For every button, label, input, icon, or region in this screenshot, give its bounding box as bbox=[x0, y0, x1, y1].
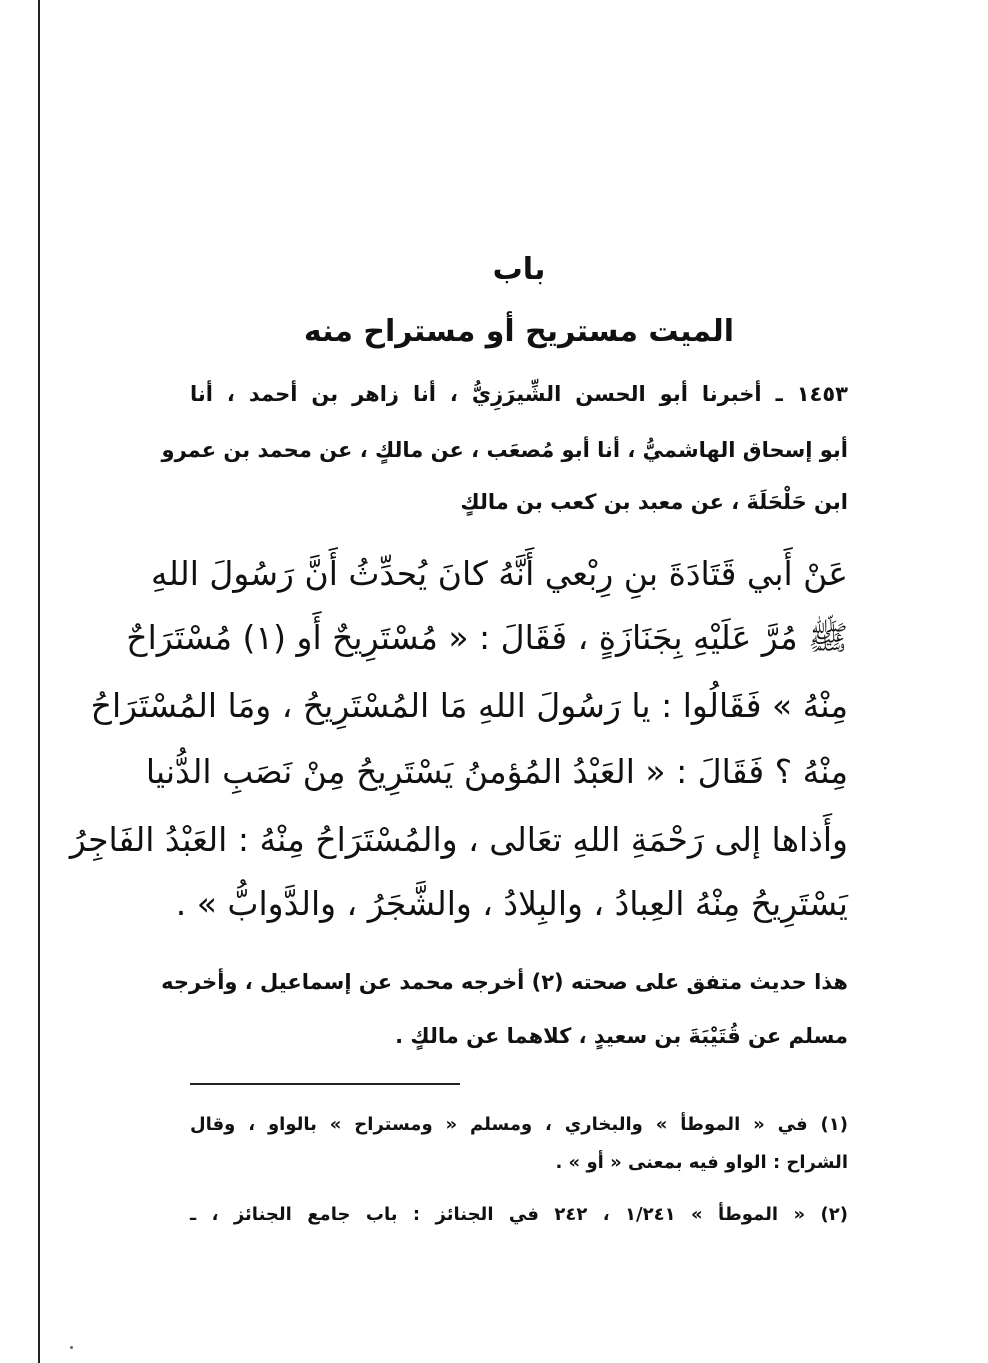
hadith-line: عَنْ أَبي قَتَادَةَ بنِ رِبْعي أَنَّهُ كانَ يُحدِّثُ أَنَّ رَسُولَ اللهِ bbox=[151, 554, 848, 593]
isnad-line: ابن حَلْحَلَةَ ، عن معبد بن كعب بن مالكٍ bbox=[460, 490, 848, 514]
chapter-label: باب bbox=[492, 252, 546, 287]
commentary-line: هذا حديث متفق على صحته (٢) أخرجه محمد عن إسماعيل ، وأخرجه bbox=[161, 970, 848, 994]
footnote-line: الشراح : الواو فيه بمعنى « أو » . bbox=[555, 1152, 848, 1173]
scan-speck bbox=[70, 1346, 73, 1349]
isnad-line: أبو إسحاق الهاشميُّ ، أنا أبو مُصعَب ، عن مالكٍ ، عن محمد بن عمرو bbox=[161, 438, 848, 462]
hadith-line: مِنْهُ » فَقَالُوا : يا رَسُولَ اللهِ مَا المُسْتَرِيحُ ، ومَا المُسْتَرَاحُ bbox=[90, 686, 848, 725]
footnote-separator bbox=[190, 1083, 460, 1085]
isnad-line: ١٤٥٣ ـ أخبرنا أبو الحسن الشِّيرَزِيُّ ، أنا زاهر بن أحمد ، أنا bbox=[190, 382, 848, 406]
hadith-line: يَسْتَرِيحُ مِنْهُ العِبادُ ، والبِلادُ ، والشَّجَرُ ، والدَّوابُّ » . bbox=[175, 884, 848, 923]
hadith-line: وأَذاها إلى رَحْمَةِ اللهِ تعَالى ، والمُسْتَرَاحُ مِنْهُ : العَبْدُ الفَاجِرُ bbox=[69, 820, 848, 859]
commentary-line: مسلم عن قُتَيْبَةَ بن سعيدٍ ، كلاهما عن مالكٍ . bbox=[395, 1024, 848, 1048]
hadith-line: ﷺ مُرَّ عَلَيْهِ بِجَنَازَةٍ ، فَقَالَ : « مُسْتَرِيحٌ أَو (١) مُسْتَرَاحٌ bbox=[126, 618, 848, 657]
hadith-line: مِنْهُ ؟ فَقَالَ : « العَبْدُ المُؤمنُ يَسْتَرِيحُ مِنْ نَصَبِ الدُّنيا bbox=[145, 752, 848, 791]
footnote-line: (٢) « الموطأ » ١/٢٤١ ، ٢٤٢ في الجنائز : باب جامع الجنائز ، ـ bbox=[190, 1204, 849, 1225]
page-edge-rule bbox=[38, 0, 40, 1363]
footnote-line: (١) في « الموطأ » والبخاري ، ومسلم « ومستراح » بالواو ، وقال bbox=[190, 1114, 848, 1135]
chapter-title: الميت مستريح أو مستراح منه bbox=[303, 314, 735, 349]
